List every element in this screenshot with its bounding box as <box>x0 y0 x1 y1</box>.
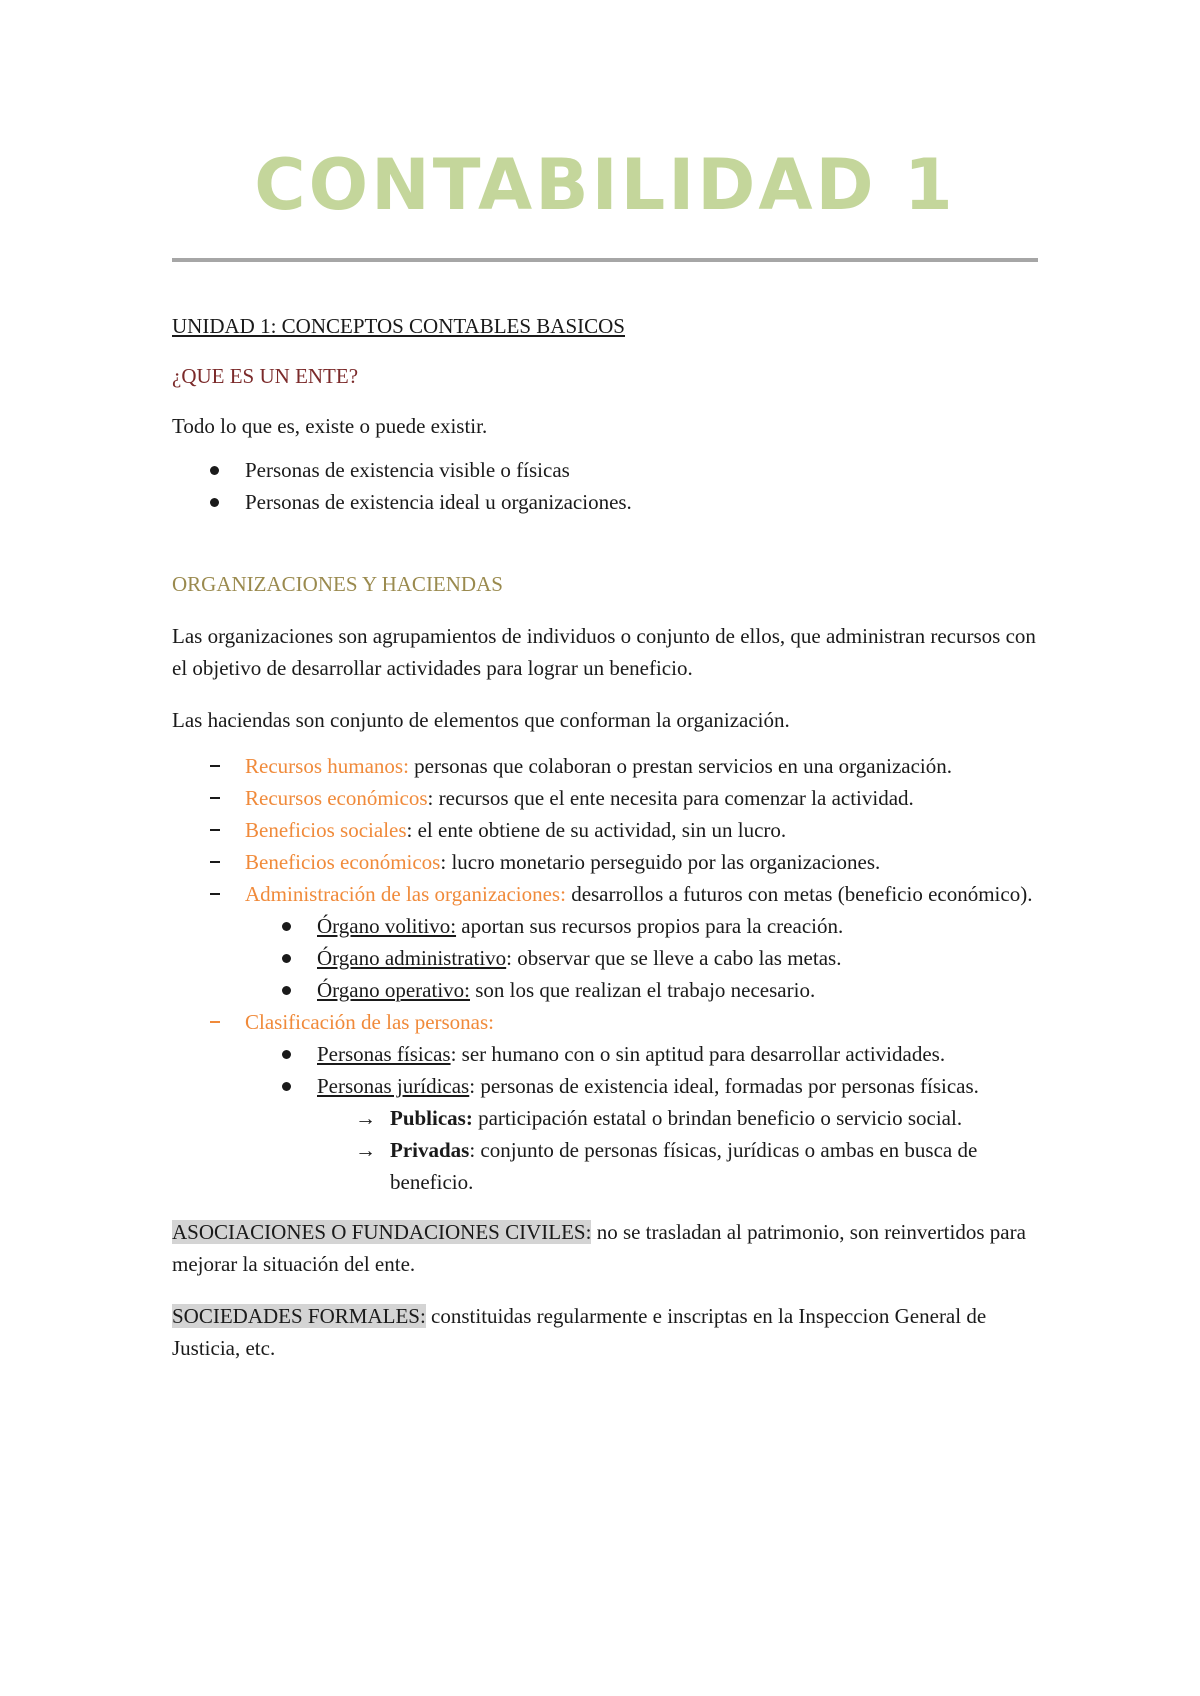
list-item: Beneficios sociales: el ente obtiene de su actividad, sin un lucro. <box>172 814 1038 846</box>
bullet-icon <box>282 986 291 995</box>
arrow-icon: → <box>355 1138 376 1162</box>
bullet-icon <box>282 922 291 931</box>
list-item: Órgano operativo: son los que realizan el trabajo necesario. <box>172 974 1038 1006</box>
bullet-icon <box>282 1082 291 1091</box>
dash-icon <box>210 765 220 767</box>
organos-list <box>245 910 1038 1006</box>
haciendas-paragraph: Las haciendas son conjunto de elementos que conforman la organización. <box>172 708 790 732</box>
personas-list <box>245 1038 1038 1198</box>
ente-heading: ¿QUE ES UN ENTE? <box>172 364 359 388</box>
document-title: CONTABILIDAD 1 <box>254 144 956 226</box>
haciendas-list <box>172 750 1038 1198</box>
sociedades-paragraph: SOCIEDADES FORMALES: constituidas regularmente e inscriptas en la Inspeccion General de Justicia, etc. <box>172 1304 987 1360</box>
bullet-icon <box>210 466 219 475</box>
dash-icon <box>210 797 220 799</box>
asociaciones-paragraph: ASOCIACIONES O FUNDACIONES CIVILES: no se trasladan al patrimonio, son reinvertidos para mejorar la situación del ente. <box>172 1220 1026 1276</box>
list-item: Personas de existencia visible o físicas <box>172 454 1038 486</box>
dash-icon <box>210 1021 220 1023</box>
list-item: Personas de existencia ideal u organizaciones. <box>172 486 1038 518</box>
asociaciones-term: ASOCIACIONES O FUNDACIONES CIVILES: <box>172 1220 592 1244</box>
dash-icon <box>210 893 220 895</box>
organizaciones-heading: ORGANIZACIONES Y HACIENDAS <box>172 572 503 596</box>
bullet-icon <box>282 954 291 963</box>
ente-definition: Todo lo que es, existe o puede existir. <box>172 414 488 438</box>
list-item: Beneficios económicos: lucro monetario perseguido por las organizaciones. <box>172 846 1038 878</box>
list-item: Recursos humanos: personas que colaboran o prestan servicios en una organización. <box>172 750 1038 782</box>
list-item: Administración de las organizaciones: desarrollos a futuros con metas (beneficio económico). Órgano volitivo: aportan sus recursos propios para la creación. Órgano administrativo: observar que se lleve a cabo las metas. Órgano operativo: son los que realizan el trabajo necesario. <box>172 878 1038 1006</box>
juridicas-list <box>317 1102 1038 1198</box>
unit-heading: UNIDAD 1: CONCEPTOS CONTABLES BASICOS <box>172 314 625 338</box>
list-item: Personas jurídicas: personas de existencia ideal, formadas por personas físicas. → Publicas: participación estatal o brindan beneficio o servicio social. → Privadas: conjunto de personas físicas, jurídicas o ambas en busca de beneficio. <box>172 1070 1038 1198</box>
dash-icon <box>210 829 220 831</box>
list-item: Clasificación de las personas: Personas físicas: ser humano con o sin aptitud para desarrollar actividades. Personas jurídicas: personas de existencia ideal, formadas por personas físicas. → Publicas: participación estatal o brindan beneficio o servicio social. → Privadas: conjunto de personas físicas, jurídicas o ambas en busca de beneficio. <box>172 1006 1038 1198</box>
title-divider <box>172 258 1038 262</box>
list-item: Personas físicas: ser humano con o sin aptitud para desarrollar actividades. <box>172 1038 1038 1070</box>
sociedades-term: SOCIEDADES FORMALES: <box>172 1304 426 1328</box>
bullet-icon <box>210 498 219 507</box>
list-item: → Privadas: conjunto de personas físicas, jurídicas o ambas en busca de beneficio. <box>172 1134 1038 1198</box>
bullet-icon <box>282 1050 291 1059</box>
list-item: Recursos económicos: recursos que el ente necesita para comenzar la actividad. <box>172 782 1038 814</box>
list-item: Órgano volitivo: aportan sus recursos propios para la creación. <box>172 910 1038 942</box>
list-item: Órgano administrativo: observar que se lleve a cabo las metas. <box>172 942 1038 974</box>
ente-bullet-list <box>172 454 1038 518</box>
dash-icon <box>210 861 220 863</box>
list-item: → Publicas: participación estatal o brindan beneficio o servicio social. <box>172 1102 1038 1134</box>
arrow-icon: → <box>355 1106 376 1130</box>
document-body <box>172 310 1038 1384</box>
organizaciones-paragraph: Las organizaciones son agrupamientos de individuos o conjunto de ellos, que administran recursos con el objetivo de desarrollar actividades para lograr un beneficio. <box>172 624 1036 680</box>
